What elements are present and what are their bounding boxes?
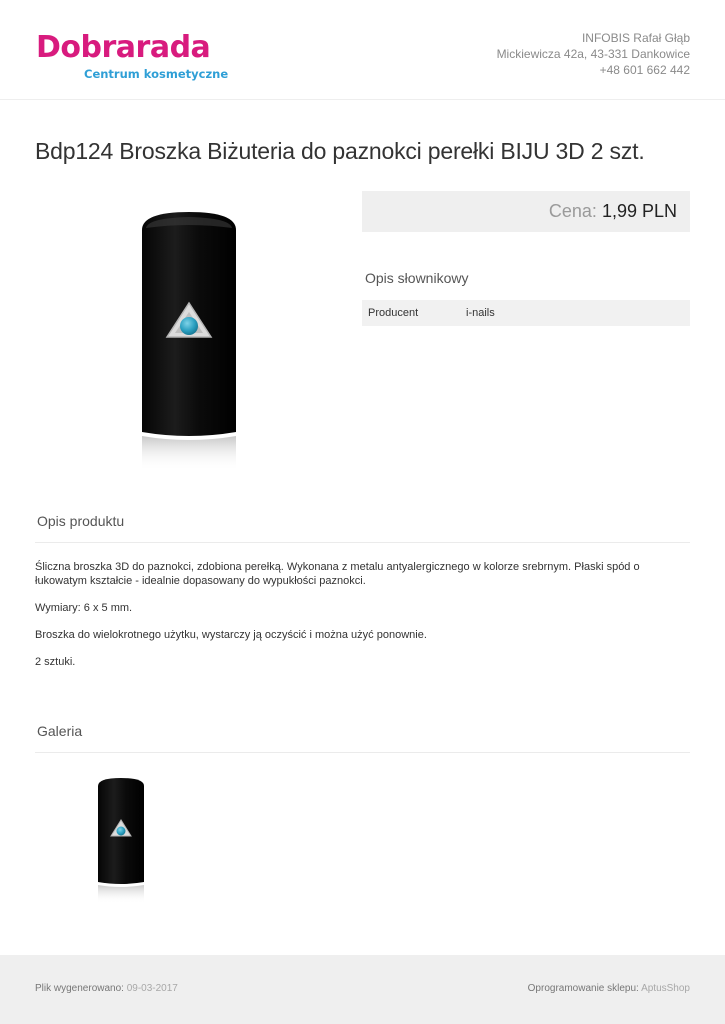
product-main-image[interactable]	[118, 206, 260, 496]
nail-tip-thumbnail-image	[90, 772, 152, 912]
price-value: 1,99 PLN	[601, 201, 677, 221]
dictionary-title: Opis słownikowy	[365, 270, 469, 286]
generated-info	[35, 983, 178, 994]
page-header	[0, 0, 725, 100]
page-footer	[0, 955, 725, 1024]
price-box	[362, 191, 690, 232]
description-paragraph: 2 sztuki.	[35, 656, 76, 668]
logo-sub-text: Centrum kosmetyczne	[84, 67, 229, 81]
description-title: Opis produktu	[37, 513, 125, 529]
company-info	[497, 30, 690, 78]
software-link[interactable]: AptusShop	[641, 983, 690, 994]
generated-label: Plik wygenerowano:	[35, 983, 124, 994]
description-divider	[35, 542, 690, 543]
attribute-value: i-nails	[466, 307, 495, 319]
description-body	[35, 560, 690, 682]
gallery-thumbnail[interactable]	[90, 772, 152, 912]
logo-main-text: Dobrarada	[36, 30, 211, 65]
description-paragraph: Śliczna broszka 3D do paznokci, zdobiona perełką. Wykonana z metalu antyalergicznego w kolorze srebrnym. Płaski spód o łukowatym kształcie - idealnie dopasowany do wypukłości paznokci.	[35, 561, 640, 587]
product-title: Bdp124 Broszka Biżuteria do paznokci perełki BIJU 3D 2 szt.	[35, 138, 645, 164]
company-phone: +48 601 662 442	[599, 63, 690, 77]
company-name: INFOBIS Rafał Głąb	[581, 31, 690, 45]
description-paragraph: Broszka do wielokrotnego użytku, wystarczy ją oczyścić i można użyć ponownie.	[35, 629, 427, 641]
generated-date: 09-03-2017	[126, 983, 178, 994]
logo[interactable]	[36, 30, 229, 85]
gallery-title: Galeria	[37, 723, 83, 739]
nail-tip-image	[118, 206, 260, 496]
software-label: Oprogramowanie sklepu:	[527, 983, 639, 994]
price-label: Cena:	[548, 201, 597, 221]
attribute-row	[362, 300, 690, 326]
software-info	[528, 983, 690, 994]
company-address: Mickiewicza 42a, 43-331 Dankowice	[496, 47, 690, 61]
attribute-name: Producent	[368, 307, 419, 319]
gallery-divider	[35, 752, 690, 753]
description-paragraph: Wymiary: 6 x 5 mm.	[35, 602, 133, 614]
